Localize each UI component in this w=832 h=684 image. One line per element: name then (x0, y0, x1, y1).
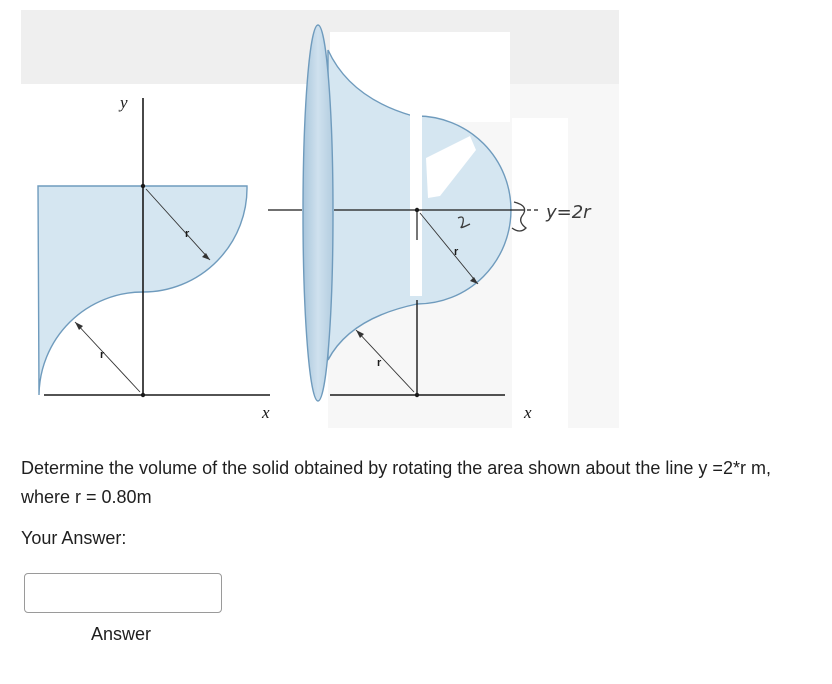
x-axis-label: x (262, 403, 270, 422)
radius-label-bottom: r (100, 349, 105, 361)
answer-input[interactable] (24, 573, 222, 613)
radius-label-right-bottom: r (377, 357, 382, 369)
disk-face (303, 25, 333, 401)
answer-field-label: Answer (91, 624, 152, 644)
y-axis-label: y (120, 93, 128, 112)
radius-label-right-top: r (454, 246, 459, 258)
question-text: Determine the volume of the solid obtained by rotating the area shown about the line y =2*r m, where r = 0.80m (21, 458, 771, 507)
x-axis-label-right: x (524, 403, 532, 422)
handwritten-axis-note: y=2r (546, 202, 591, 223)
your-answer-prompt: Your Answer: (21, 528, 127, 548)
radius-label-top: r (185, 228, 190, 240)
